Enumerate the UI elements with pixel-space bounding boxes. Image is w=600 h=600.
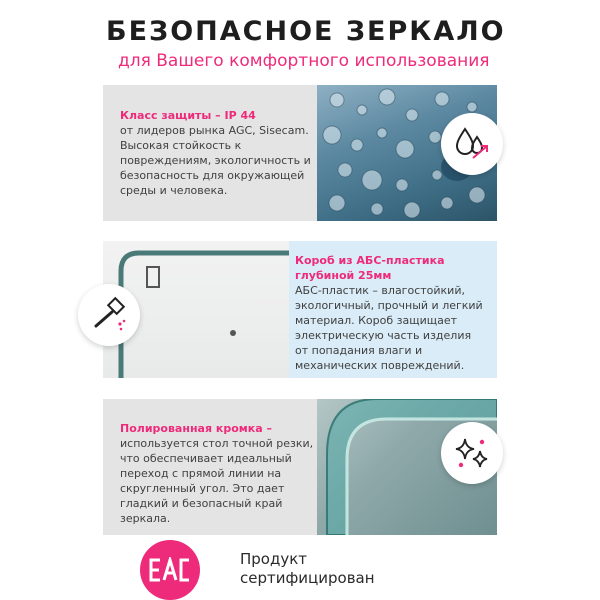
page-title: БЕЗОПАСНОЕ ЗЕРКАЛО [106, 16, 506, 47]
sparkles-badge [441, 422, 503, 484]
feature-card-abs-box [103, 241, 497, 378]
eac-logo-mark [148, 557, 192, 583]
feature-text [120, 421, 320, 526]
water-drops-badge [441, 113, 503, 175]
feature-card-polished-edge [103, 399, 497, 535]
page-subtitle: для Вашего комфортного использования [118, 51, 490, 71]
feature-card-ip44 [103, 85, 497, 221]
certification-line-1: Продукт [240, 550, 308, 568]
hammer-badge [78, 284, 140, 346]
certification-text [240, 550, 460, 588]
feature-heading: Короб из АБС-пластика глубиной 25мм [295, 254, 445, 282]
eac-logo [140, 540, 200, 600]
feature-heading: Полированная кромка – [120, 422, 272, 435]
water-drops-icon [453, 125, 491, 163]
sparkles-icon [452, 433, 492, 473]
hammer-icon [90, 296, 128, 334]
feature-text [120, 108, 320, 198]
feature-body: АБС-пластик – влагостойкий, экологичный, прочный и легкий материал. Короб защищает электрическую часть изделия от попадания влаги и механических повреждений. [295, 284, 483, 372]
certification-line-2: сертифицирован [240, 569, 375, 587]
feature-text [295, 253, 485, 373]
feature-heading: Класс защиты – IP 44 [120, 109, 256, 122]
feature-body: от лидеров рынка AGC, Sisecam. Высокая стойкость к повреждениям, экологичность и безопасность для окружающей среды и человека. [120, 124, 311, 197]
feature-body: используется стол точной резки, что обеспечивает идеальный переход с прямой линии на скругленный угол. Это дает гладкий и безопасный край зеркала. [120, 437, 314, 525]
